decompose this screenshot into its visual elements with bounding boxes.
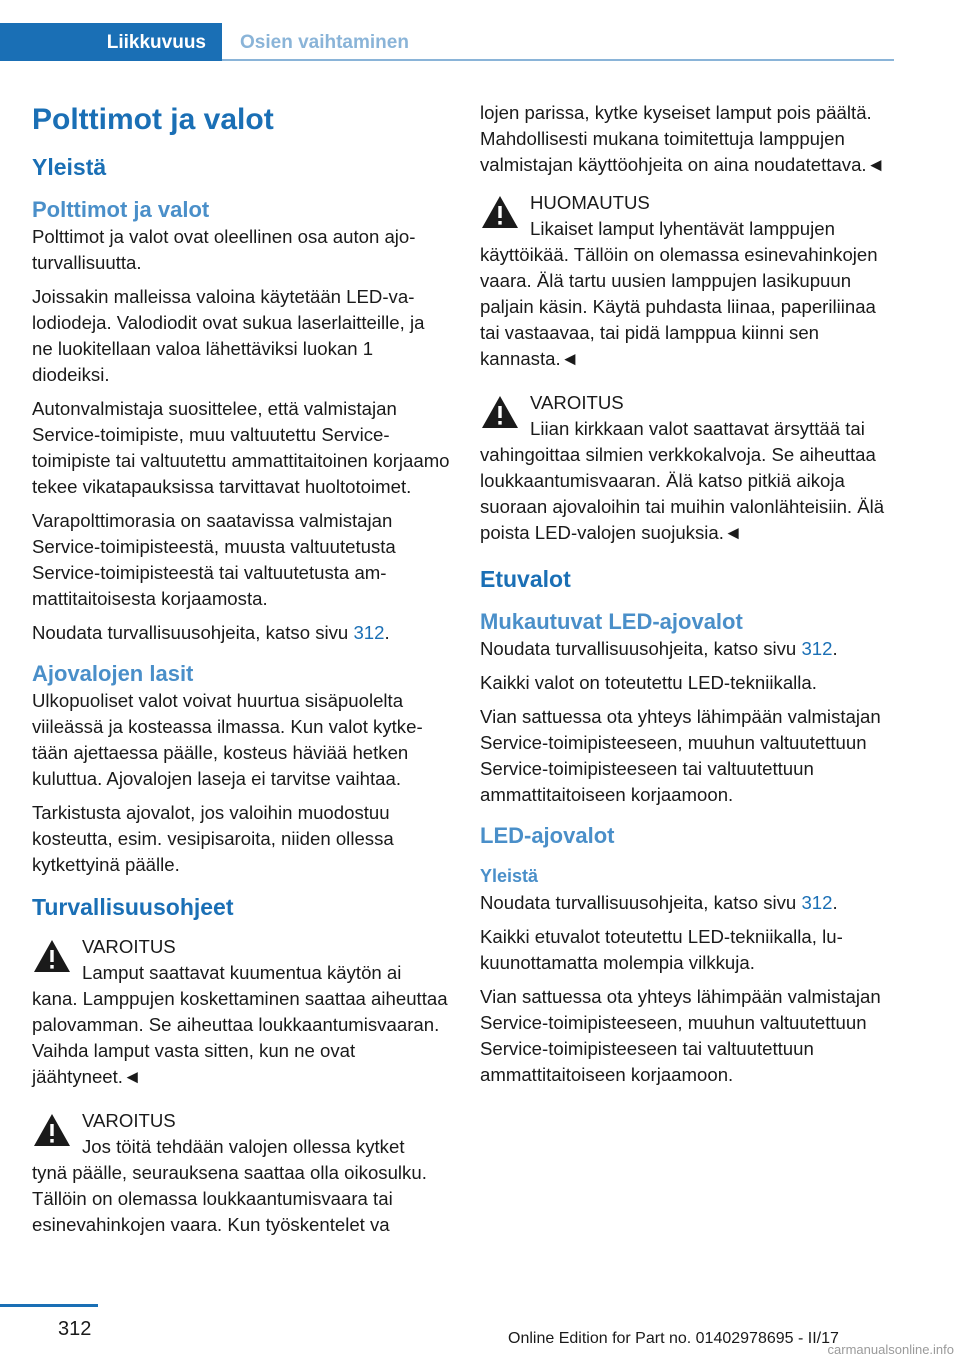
warning-text: Jos töitä tehdään valojen ollessa kytket — [82, 1136, 405, 1157]
warning-block — [32, 934, 450, 1090]
warning-block — [32, 1108, 450, 1238]
page-number: 312 — [58, 1318, 92, 1340]
header-divider — [222, 59, 894, 61]
warning-text: kana. Lamppujen koskettaminen saattaa aiheuttaa palovamman. Se aiheuttaa loukkaantumisvaaran. Vaihda lamput vasta sitten, kun ne ovat jäähtyneet.◄ — [32, 988, 448, 1087]
warning-text: Liian kirkkaan valot saattavat ärsyttää tai — [530, 418, 865, 439]
right-column — [480, 100, 898, 1096]
warning-triangle-icon — [32, 938, 72, 974]
paragraph: Vian sattuessa ota yhteys lähimpään valmistajan Service-toimipisteeseen, muuhun valtuutettuun Service-toimipisteeseen tai valtuutettuun ammattitaitoiseen korjaamoon. — [480, 706, 881, 805]
paragraph: Polttimot ja valot ovat oleellinen osa auton ajoturvallisuutta. — [32, 226, 416, 273]
warning-block — [480, 390, 898, 546]
watermark: carmanualsonline.info — [827, 1342, 954, 1357]
warning-triangle-icon — [480, 194, 520, 230]
paragraph-text: Noudata turvallisuusohjeita, katso sivu — [32, 622, 354, 643]
note-text: Likaiset lamput lyhentävät lamppujen — [530, 218, 835, 239]
warning-text: vahingoittaa silmien verkkokalvoja. Se aiheuttaa loukkaantumisvaaran. Älä katso pitkiä aikoja suoraan ajovaloihin tai muihin valonlähteisiin. Älä poista LED-valojen suojuksia.◄ — [480, 444, 885, 543]
warning-text: Lamput saattavat kuumentua käytön ai — [82, 962, 402, 983]
heading-safety: Turvallisuusohjeet — [32, 894, 234, 920]
subheading-general: Yleistä — [480, 866, 539, 886]
subheading-adaptive-led: Mukautuvat LED-ajovalot — [480, 609, 743, 634]
paragraph-with-link: Noudata turvallisuusohjeita, katso sivu 312. — [480, 892, 838, 913]
paragraph: Ulkopuoliset valot voivat huurtua sisäpuolelta viileässä ja kosteassa ilmassa. Kun valot kytketään ajettaessa päälle, kosteus häviää hetken kuluttua. Ajovalojen laseja ei tarvitse vaihtaa. — [32, 690, 423, 789]
warning-title: VAROITUS — [530, 392, 624, 413]
page-link[interactable]: 312 — [801, 638, 833, 659]
page-title: Polttimot ja valot — [32, 103, 274, 136]
note-text: käyttöikää. Tällöin on olemassa esinevahinkojen vaara. Älä tartu uusien lamppujen lasikupuun paljain käsin. Käytä puhdasta liinaa, paperiliinaa tai vastaavaa, tai pidä lamppua kiinni sen kannasta.◄ — [480, 244, 878, 369]
heading-front-lights: Etuvalot — [480, 566, 571, 592]
paragraph-text: Noudata turvallisuusohjeita, katso sivu — [480, 892, 802, 913]
page-link[interactable]: 312 — [801, 892, 833, 913]
paragraph: Vian sattuessa ota yhteys lähimpään valmistajan Service-toimipisteeseen, muuhun valtuutettuun Service-toimipisteeseen tai valtuutettuun ammattitaitoiseen korjaamoon. — [480, 986, 881, 1085]
header-tabs — [0, 23, 894, 61]
heading-general: Yleistä — [32, 154, 107, 180]
tab-liikkuvuus-label: Liikkuvuus — [106, 32, 206, 53]
paragraph: Kaikki etuvalot toteutettu LED-tekniikalla, lukuunottamatta molempia vilkkuja. — [480, 926, 843, 973]
left-column — [32, 100, 450, 1256]
warning-text: tynä päälle, seurauksena saattaa olla oikosulku. Tällöin on olemassa loukkaantumisvaara tai esinevahinkojen vaara. Kun työskentelet va — [32, 1162, 427, 1235]
paragraph: Kaikki valot on toteutettu LED-tekniikalla. — [480, 672, 817, 693]
edition-text: Online Edition for Part no. 01402978695 - II/17 — [508, 1330, 839, 1347]
tab-osien-vaihtaminen[interactable]: Osien vaihtaminen — [240, 32, 409, 53]
subheading-lenses: Ajovalojen lasit — [32, 661, 194, 686]
page-link[interactable]: 312 — [353, 622, 385, 643]
paragraph: Joissakin malleissa valoina käytetään LED-valodiodeja. Valodiodit ovat sukua laserlaitteille, ja ne luokitellaan valoa lähettäviksi luokan 1 diodeiksi. — [32, 286, 425, 385]
warning-title: VAROITUS — [82, 936, 176, 957]
paragraph: Tarkistusta ajovalot, jos valoihin muodostuu kosteutta, esim. vesipisaroita, niiden ollessa kytkettyinä päälle. — [32, 802, 394, 875]
paragraph: lojen parissa, kytke kyseiset lamput pois päältä. Mahdollisesti mukana toimitettuja lamppujen valmistajan käyttöohjeita on aina noudatettava.◄ — [480, 102, 885, 175]
paragraph-text: Noudata turvallisuusohjeita, katso sivu — [480, 638, 802, 659]
subheading-led-headlights: LED-ajovalot — [480, 823, 615, 848]
paragraph-with-link: Noudata turvallisuusohjeita, katso sivu 312. — [32, 622, 390, 643]
warning-triangle-icon — [480, 394, 520, 430]
paragraph: Varapolttimorasia on saatavissa valmistajan Service-toimipisteestä, muusta valtuutetusta Service-toimipisteestä tai valtuutetusta ammattitaitoisesta korjaamosta. — [32, 510, 396, 609]
note-block — [480, 190, 898, 372]
tab-liikkuvuus[interactable] — [0, 23, 222, 61]
paragraph: Autonvalmistaja suosittelee, että valmistajan Service-toimipiste, muu valtuutettu Service-toimipiste tai valtuutettu ammattitaitoinen korjaamo tekee vikatapauksissa tarvittavat huoltotoimet. — [32, 398, 450, 497]
warning-title: VAROITUS — [82, 1110, 176, 1131]
subheading-bulbs: Polttimot ja valot — [32, 197, 210, 222]
note-title: HUOMAUTUS — [530, 192, 650, 213]
paragraph-with-link: Noudata turvallisuusohjeita, katso sivu 312. — [480, 638, 838, 659]
footer-divider — [0, 1304, 98, 1307]
warning-triangle-icon — [32, 1112, 72, 1148]
